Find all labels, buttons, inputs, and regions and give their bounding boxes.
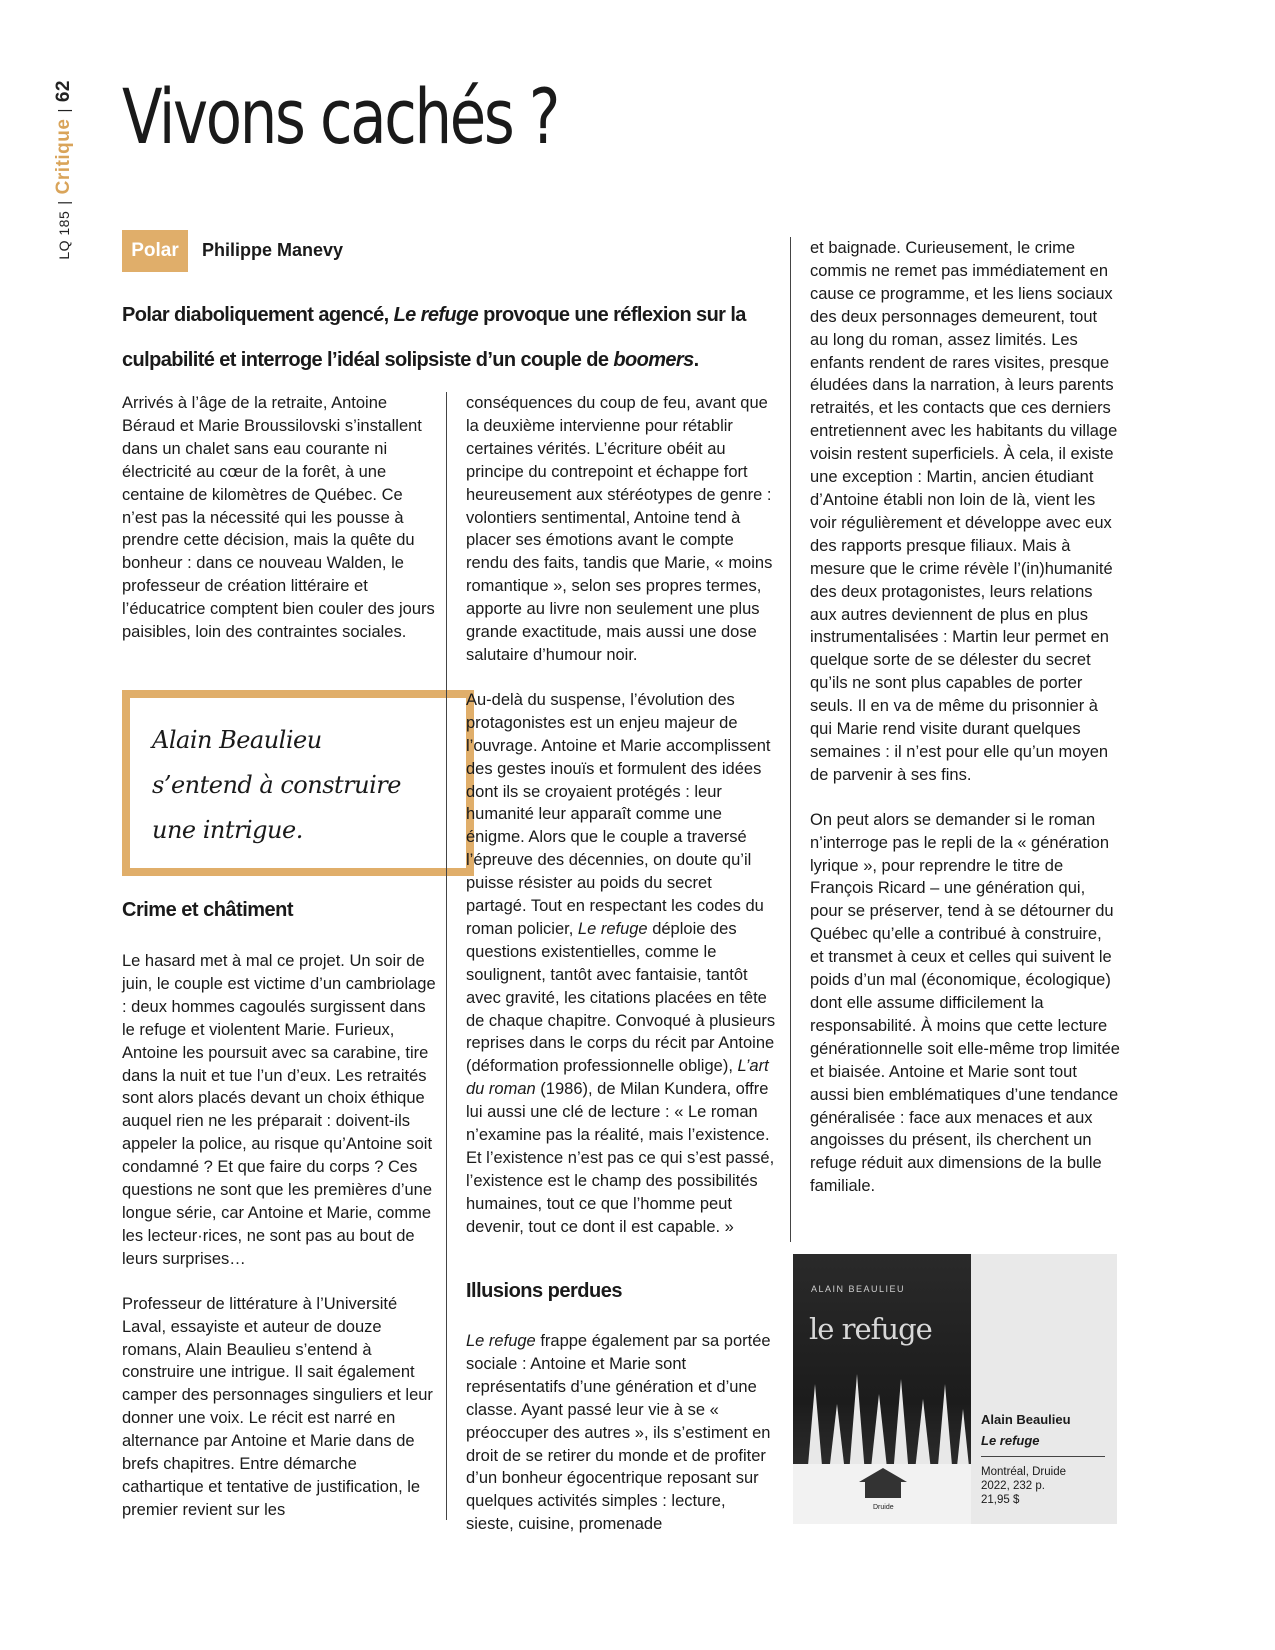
- pull-quote-line: une intrigue.: [152, 816, 303, 844]
- paragraph: et baignade. Curieusement, le crime commis ne remet pas immédiatement en cause ce programme, et les liens sociaux des deux personnages demeurent, tout au long du roman, assez limités. Les enfants rendent de rares visites, presque éludées dans la narration, à leurs parents retraités, et les contacts que ces derniers entretiennent avec les habitants du village voisin restent superficiels. À cela, il existe une exception : Martin, ancien étudiant d’Antoine établi non loin de là, vient les voir régulièrement et développe avec eux des rapports presque filiaux. Mais à mesure que le crime révèle l’(in)humanité des deux protagonistes, leurs relations aux autres deviennent de plus en plus instrumentalisées : Martin leur permet en quelque sorte de se délester du secret qu’ils ne sont plus capables de porter seuls. Il en va de même du prisonnier à qui Marie rend visite durant quelques semaines : il n’est pour elle qu’un moyen de parvenir à ses fins.: [810, 239, 1118, 784]
- column-2: [466, 392, 776, 1239]
- book-year-pages: 2022, 232 p.: [981, 1480, 1045, 1492]
- paragraph: Au-delà du suspense, l’évolution des protagonistes est un enjeu majeur de l’ouvrage. Antoine et Marie accomplissent des gestes inouïs et formulent des idées dont ils se croyaient protégés : leur humanité leur apparaît comme une énigme. Alors que le couple a traversé l’épreuve des décennies, on doute qu’il puisse résister au poids du secret partagé. Tout en respectant les codes du roman policier, Le refuge déploie des questions existentielles, comme le soulignent, tantôt avec fantaisie, tantôt avec gravité, les citations placées en tête de chaque chapitre. Convoqué à plusieurs reprises dans le corps du récit par Antoine (déformation professionnelle oblige), L’art du roman (1986), de Milan Kundera, offre lui aussi une clé de lecture : « Le roman n’examine pas la réalité, mais l’existence. Et l’existence n’est pas ce qui s’est passé, l’existence est le champ des possibilités humaines, tout ce que l’homme peut devenir, tout ce dont il est capable. »: [466, 690, 776, 1236]
- separator: |: [55, 200, 73, 205]
- paragraph: Le refuge frappe également par sa portée sociale : Antoine et Marie sont représentatifs d’une génération et d’une classe. Ayant passé leur vie à se « préoccuper des autres », ils s’estiment en droit de se retirer du monde et de profiter d’un bonheur égocentrique reposant sur quelques activités simples : lecture, sieste, cuisine, promenade: [466, 1332, 771, 1534]
- article-author: Philippe Manevy: [202, 240, 344, 260]
- book-info-box: [793, 1254, 1117, 1524]
- pull-quote-line: Alain Beaulieu: [152, 726, 322, 754]
- pull-quote-line: s’entend à construire: [152, 771, 401, 799]
- section-name: Critique: [53, 118, 74, 195]
- cover-title: le refuge: [809, 1312, 932, 1346]
- book-meta: [981, 1412, 1105, 1507]
- book-title: Le refuge: [981, 1433, 1040, 1448]
- separator: |: [55, 108, 73, 113]
- cover-author: ALAIN BEAULIEU: [811, 1284, 906, 1294]
- book-publisher: Montréal, Druide: [981, 1466, 1067, 1478]
- divider: [981, 1456, 1105, 1457]
- column-1: [122, 392, 442, 644]
- subheading: Crime et châtiment: [122, 899, 294, 921]
- page-number: 62: [53, 80, 74, 103]
- paragraph: Professeur de littérature à l’Université Laval, essayiste et auteur de douze romans, Alain Beaulieu s’entend à construire une intrigue. Il sait également camper des personnages singuliers et leur donner une voix. Le récit est narré en alternance par Antoine et Marie dans de brefs chapitres. Entre démarche cathartique et tentative de justification, le premier revient sur les: [122, 1294, 433, 1519]
- book-cover: [793, 1254, 971, 1524]
- paragraph: conséquences du coup de feu, avant que la deuxième intervienne pour rétablir certaines vérités. L’écriture obéit au principe du contrepoint et échappe fort heureusement aux stéréotypes de genre : volontiers sentimental, Antoine tend à placer ses émotions avant le compte rendu des faits, tandis que Marie, « moins romantique », selon ses propres termes, apporte au livre non seulement une plus grande exactitude, mais aussi une dose salutaire d’humour noir.: [466, 394, 773, 664]
- forest-illustration: [793, 1364, 971, 1524]
- article-lead: Polar diaboliquement agencé, Le refuge provoque une réflexion sur la culpabilité et interroge l’idéal solipsiste d’un couple de boomers.: [122, 304, 746, 371]
- paragraph: Arrivés à l’âge de la retraite, Antoine Béraud et Marie Broussilovski s’installent dans un chalet sans eau courante ni électricité au cœur de la forêt, à une centaine de kilomètres de Québec. Ce n’est pas la nécessité qui les pousse à prendre cette décision, mais la quête du bonheur : dans ce nouveau Walden, le professeur de création littéraire et l’éducatrice comptent bien couler des jours paisibles, loin des contraintes sociales.: [122, 394, 435, 642]
- paragraph: On peut alors se demander si le roman n’interroge pas le repli de la « génération lyrique », pour reprendre le titre de François Ricard – une génération qui, pour se préserver, tend à se détourner du Québec qu’elle a contribué à construire, et transmet à ceux et celles qui suivent le poids d’un mal (économique, écologique) dont elle assume difficilement la responsabilité. À moins que cette lecture générationnelle soit elle-même trop limitée et biaisée. Antoine et Marie sont tout aussi bien emblématiques d’une tendance généralisée : face aux menaces et aux angoisses du présent, ils cherchent un refuge réduit aux dimensions de la bulle familiale.: [810, 810, 1120, 1196]
- column-2-continued: [466, 1330, 776, 1536]
- column-3: [810, 237, 1120, 1198]
- column-rule: [790, 237, 791, 1242]
- column-1-continued: [122, 950, 442, 1522]
- column-rule: [446, 392, 447, 1520]
- subheading: Illusions perdues: [466, 1280, 622, 1302]
- book-price: 21,95 $: [981, 1494, 1020, 1506]
- genre-badge: Polar: [122, 230, 188, 272]
- cover-publisher: Druide: [873, 1504, 894, 1511]
- paragraph: Le hasard met à mal ce projet. Un soir de juin, le couple est victime d’un cambriolage : deux hommes cagoulés surgissent dans le refuge et violentent Marie. Furieux, Antoine les poursuit avec sa carabine, tire dans la nuit et tue l’un d’eux. Les retraités sont alors placés devant un choix éthique auquel rien ne les préparait : doivent-ils appeler la police, au risque qu’Antoine soit condamné ? Et que faire du corps ? Ces questions ne sont que les premières d’une longue série, car Antoine et Marie, comme les lecteur·rices, ne sont pas au bout de leurs surprises…: [122, 952, 436, 1268]
- article-title: Vivons cachés ?: [122, 72, 559, 161]
- running-head: [53, 80, 75, 280]
- issue-number: LQ 185: [56, 210, 72, 260]
- pull-quote: [122, 690, 474, 876]
- book-author: Alain Beaulieu: [981, 1412, 1071, 1427]
